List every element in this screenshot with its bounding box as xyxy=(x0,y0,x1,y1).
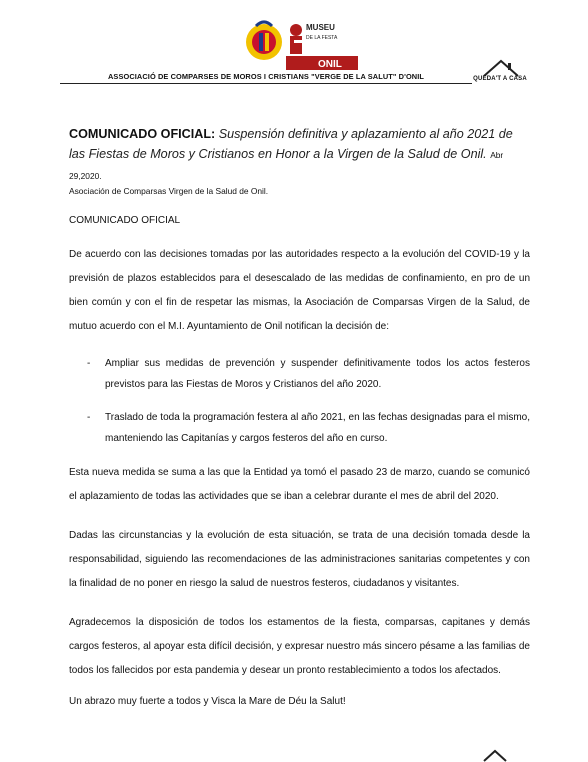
list-item xyxy=(69,407,530,449)
title-italic: Suspensión definitiva y aplazamiento al año 2021 de las Fiestas de Moros y Cristianos en Honor a la Virgen de la Salud de Onil. xyxy=(69,127,513,161)
document-title xyxy=(69,124,530,186)
paragraph-2: Esta nueva medida se suma a las que la Entidad ya tomó el pasado 23 de marzo, cuando se comunicó el aplazamiento de todas las actividades que se iban a celebrar durante el mes de abril del 2020. xyxy=(69,467,530,502)
museu-text: MUSEU xyxy=(306,23,335,32)
museu-subtext: DE LA FESTA xyxy=(306,35,338,41)
decision-list xyxy=(69,353,530,449)
onil-text: ONIL xyxy=(318,59,342,70)
list-item xyxy=(69,353,530,395)
section-heading: COMUNICADO OFICIAL xyxy=(69,215,181,226)
association-logos xyxy=(244,16,364,70)
bullet-dash: - xyxy=(87,412,91,423)
document-body xyxy=(69,124,530,709)
list-item-text: Traslado de toda la programación festera al año 2021, en las fechas designadas para el mismo, manteniendo las Capitanías y cargos festeros del año en curso. xyxy=(105,412,530,444)
crest-icon xyxy=(246,22,282,60)
title-byline: Asociación de Comparsas Virgen de la Salud de Onil. xyxy=(69,186,269,196)
title-lead: COMUNICADO OFICIAL: xyxy=(69,127,216,141)
list-item-text: Ampliar sus medidas de prevención y suspender definitivamente todos los actos festeros previstos para las Fiestas de Moros y Cristianos del año 2020. xyxy=(105,358,530,390)
closing-line: Un abrazo muy fuerte a todos y Visca la Mare de Déu la Salut! xyxy=(69,696,346,707)
association-name-line: ASSOCIACIÓ DE COMPARSES DE MOROS I CRISTIANS "VERGE DE LA SALUT" D'ONIL xyxy=(60,72,472,84)
paragraph-1: De acuerdo con las decisiones tomadas por las autoridades respecto a la evolución del COVID-19 y la previsión de plazos establecidos para el desescalado de las medidas de confinamiento, en pro de un bien común y con el fin de respetar las mismas, la Asociación de Comparsas Virgen de la Salud, de mutuo acuerdo con el M.I. Ayuntamiento de Onil notifican la decisión de: xyxy=(69,249,530,332)
bullet-dash: - xyxy=(87,358,91,369)
stay-home-label: QUEDA'T A CASA xyxy=(473,76,527,82)
title-date: Abr 29,2020. xyxy=(69,150,504,181)
house-icon-footer xyxy=(480,748,510,762)
paragraph-4: Agradecemos la disposición de todos los estamentos de la fiesta, comparsas, capitanes y demás cargos festeros, al apoyar esta difícil decisión, y expresar nuestro más sincero pésame a las familias de todos los fallecidos por esta pandemia y desear un pronto restablecimiento a todos los afectados. xyxy=(69,617,530,676)
paragraph-3: Dadas las circunstancias y la evolución de esta situación, se trata de una decisión tomada desde la responsabilidad, siguiendo las recomendaciones de las administraciones sanitarias competentes y con la finalidad de no poner en riesgo la salud de nuestros festeros, ciudadanos y visitantes. xyxy=(69,530,530,589)
